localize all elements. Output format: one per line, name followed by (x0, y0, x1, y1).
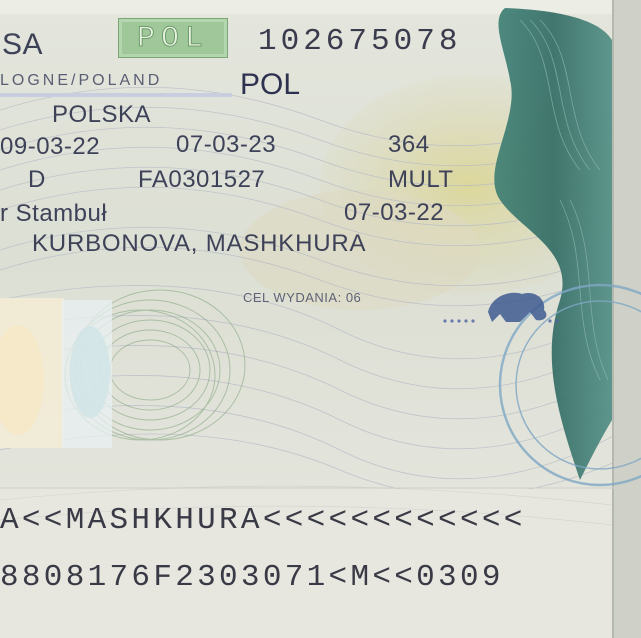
issuing-state: POLSKA (52, 101, 152, 128)
issuer-underline (0, 93, 232, 97)
visa-number: 102675078 (258, 24, 462, 59)
purpose: CEL WYDANIA: 06 (243, 290, 362, 305)
entries: MULT (388, 166, 454, 193)
date-of-issue: 07-03-22 (344, 199, 445, 226)
place-of-issue: r Stambuł (0, 200, 108, 227)
holder-name: KURBONOVA, MASHKHURA (32, 230, 367, 257)
country-badge (118, 18, 228, 58)
visa-label: SA (2, 28, 44, 61)
duration-days: 364 (388, 131, 430, 158)
issuer-text: LOGNE/POLAND (0, 72, 163, 89)
valid-until: 07-03-23 (176, 131, 277, 158)
issuer-code: POL (240, 68, 301, 101)
mrz-line-2: 8808176F2303071<M<<0309 (0, 560, 504, 595)
passport-number: FA0301527 (138, 166, 266, 193)
mrz-line-1: A<<MASHKHURA<<<<<<<<<<<< (0, 503, 526, 538)
visa-type: D (28, 166, 46, 193)
valid-from: 09-03-22 (0, 133, 101, 160)
country-badge-text: POL (136, 22, 209, 56)
